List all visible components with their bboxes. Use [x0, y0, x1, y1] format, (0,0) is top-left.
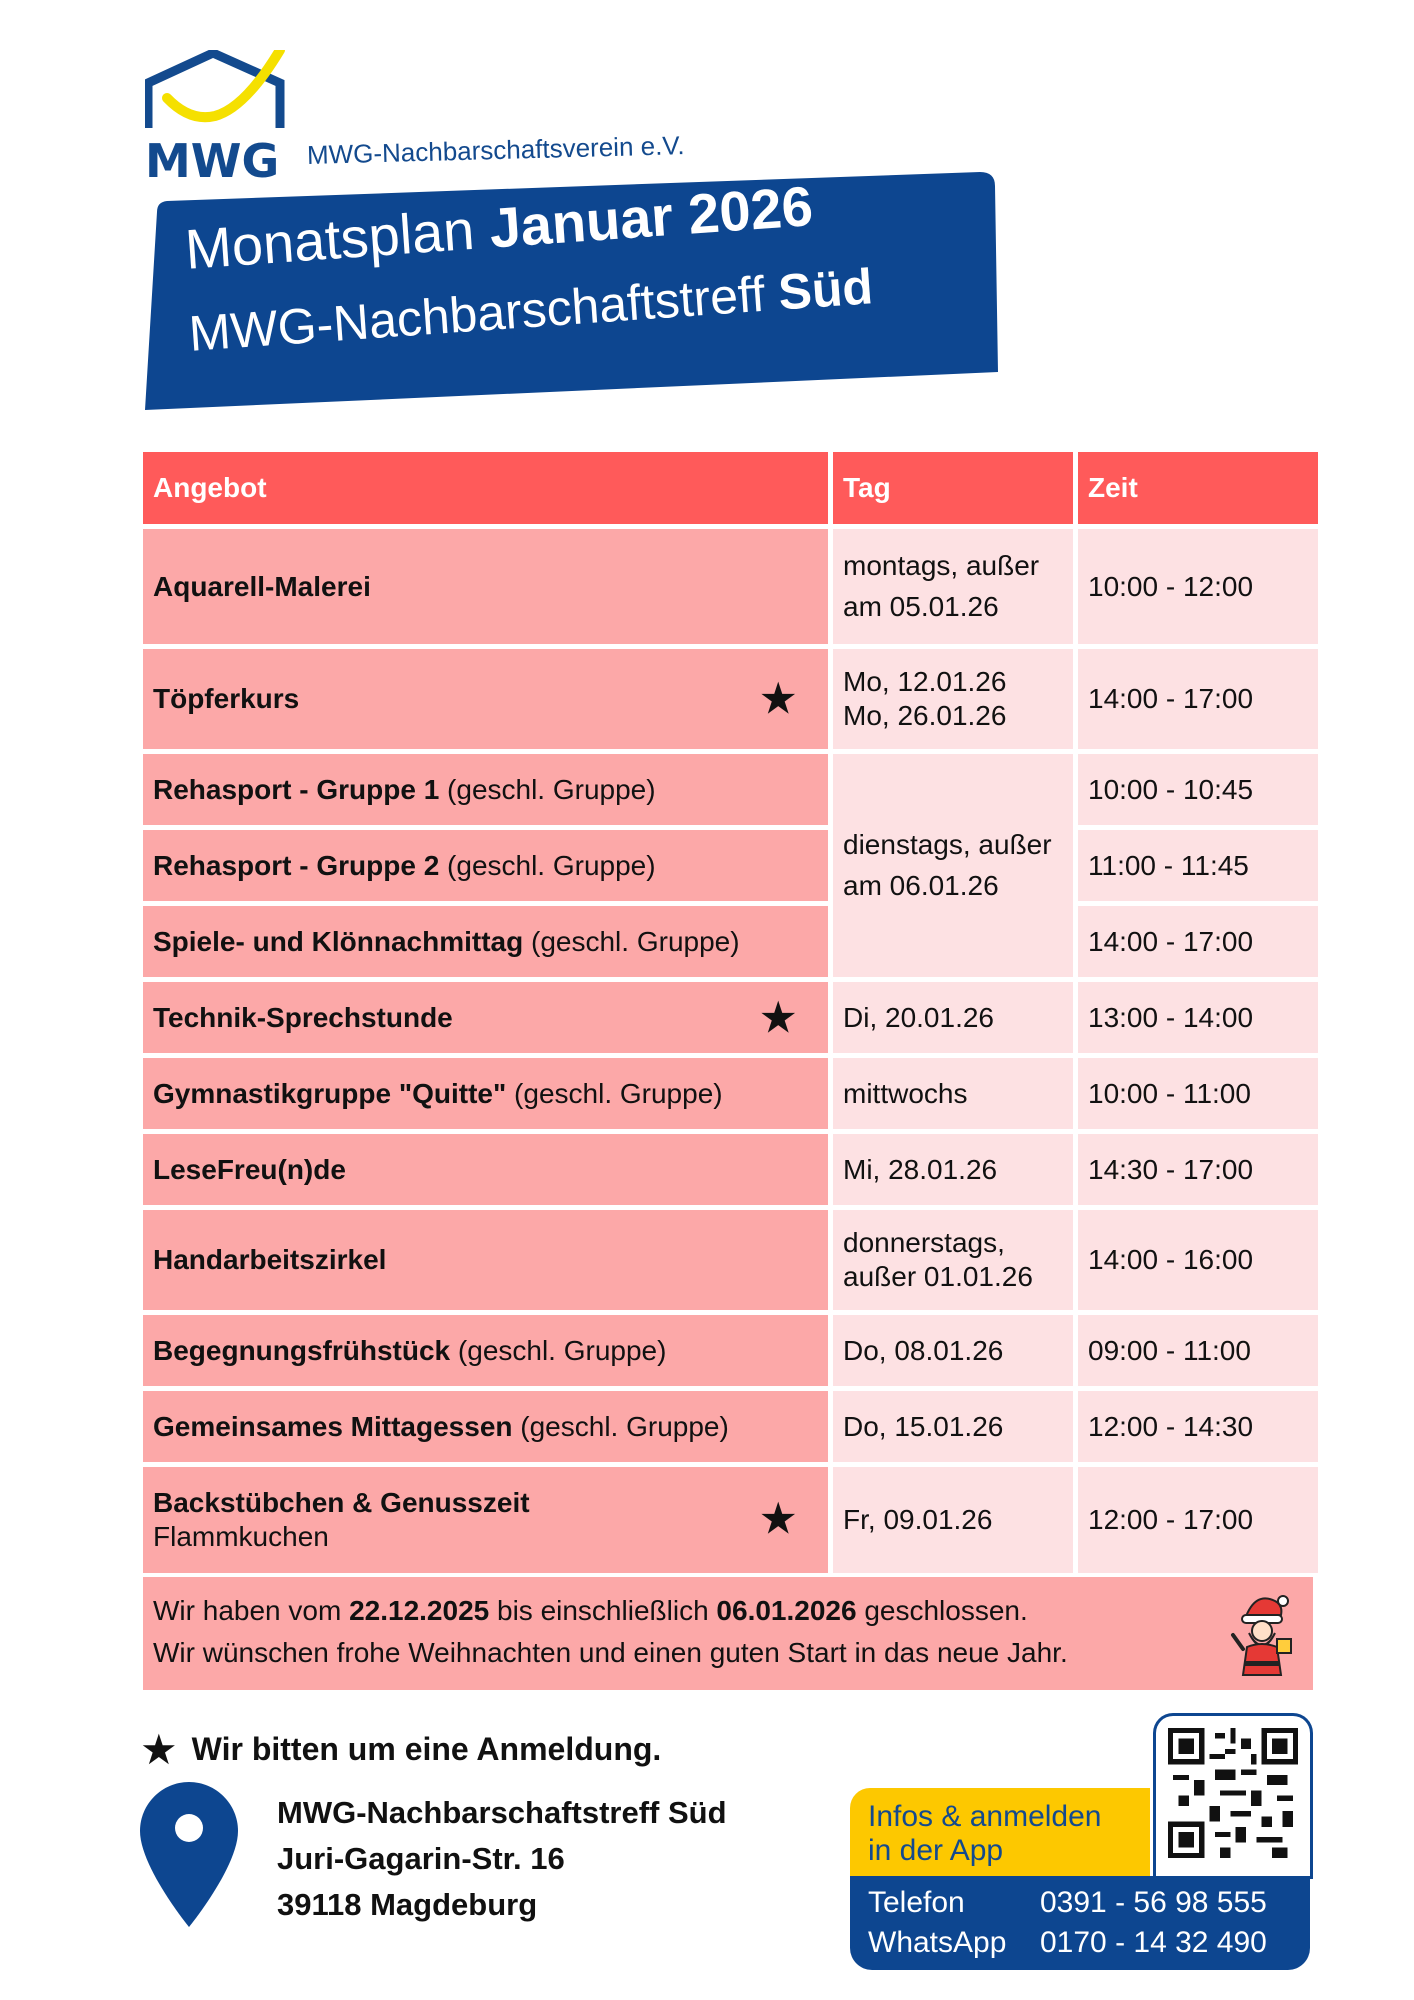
table-row — [143, 982, 1318, 1053]
address-city: 39118 Magdeburg — [277, 1887, 538, 1922]
house-logo-icon — [145, 50, 295, 185]
time-cell: 12:00 - 17:00 — [1078, 1467, 1318, 1573]
phone-label: Telefon — [868, 1886, 965, 1919]
day-cell: dienstags, außer am 06.01.26 — [833, 754, 1073, 977]
day-cell: mittwochs — [833, 1058, 1073, 1129]
activity-cell: Spiele- und Klönnachmittag (geschl. Gruppe) — [143, 906, 828, 977]
table-row — [143, 529, 1318, 644]
time-cell: 11:00 - 11:45 — [1078, 830, 1318, 901]
star-icon: ★ — [758, 993, 798, 1042]
page-subtitle: MWG-Nachbarschaftstreff Süd — [187, 258, 875, 362]
star-icon: ★ — [758, 674, 798, 724]
day-cell: Fr, 09.01.26 — [833, 1467, 1073, 1573]
organisation-name: MWG-Nachbarschaftsverein e.V. — [306, 130, 685, 170]
day-cell: montags, außer am 05.01.26 — [833, 529, 1073, 644]
time-cell: 14:00 - 17:00 — [1078, 906, 1318, 977]
table-row — [143, 649, 1318, 749]
day-cell: Do, 15.01.26 — [833, 1391, 1073, 1462]
activity-cell: Technik-Sprechstunde ★ — [143, 982, 828, 1053]
time-cell: 14:00 - 17:00 — [1078, 649, 1318, 749]
time-cell: 10:00 - 12:00 — [1078, 529, 1318, 644]
time-cell: 14:30 - 17:00 — [1078, 1134, 1318, 1205]
schedule-table — [138, 447, 1323, 1578]
qr-code[interactable] — [1153, 1713, 1313, 1879]
table-row — [143, 906, 1318, 977]
title-banner — [145, 172, 1000, 410]
table-row — [143, 1134, 1318, 1205]
table-row — [143, 1058, 1318, 1129]
day-cell: donnerstags, außer 01.01.26 — [833, 1210, 1073, 1310]
time-cell: 12:00 - 14:30 — [1078, 1391, 1318, 1462]
activity-cell: Gymnastikgruppe "Quitte" (geschl. Gruppe) — [143, 1058, 828, 1129]
table-row — [143, 1467, 1318, 1573]
activity-cell: LeseFreu(n)de — [143, 1134, 828, 1205]
table-header-row — [143, 452, 1318, 524]
table-row — [143, 1391, 1318, 1462]
day-cell: Mo, 12.01.26 Mo, 26.01.26 — [833, 649, 1073, 749]
address-block — [277, 1790, 727, 1928]
notice-line-2: Wir wünschen frohe Weihnachten und einen guten Start in das neue Jahr. — [153, 1637, 1068, 1668]
whatsapp-number[interactable]: 0170 - 14 32 490 — [1040, 1926, 1267, 1959]
location-pin-icon — [140, 1782, 238, 1927]
time-cell: 14:00 - 16:00 — [1078, 1210, 1318, 1310]
activity-cell: Rehasport - Gruppe 2 (geschl. Gruppe) — [143, 830, 828, 901]
column-header-tag: Tag — [833, 452, 1073, 524]
star-icon: ★ — [758, 1494, 798, 1544]
contact-card — [850, 1713, 1310, 1970]
contact-numbers — [850, 1876, 1310, 1970]
activity-cell: Begegnungsfrühstück (geschl. Gruppe) — [143, 1315, 828, 1386]
phone-number[interactable]: 0391 - 56 98 555 — [1040, 1886, 1267, 1919]
time-cell: 10:00 - 11:00 — [1078, 1058, 1318, 1129]
address-name: MWG-Nachbarschaftstreff Süd — [277, 1795, 727, 1830]
day-cell: Mi, 28.01.26 — [833, 1134, 1073, 1205]
mwg-logo — [145, 50, 295, 185]
table-row — [143, 1315, 1318, 1386]
day-cell: Di, 20.01.26 — [833, 982, 1073, 1053]
activity-cell: Rehasport - Gruppe 1 (geschl. Gruppe) — [143, 754, 828, 825]
star-icon: ★ — [140, 1726, 178, 1773]
santa-icon — [1225, 1589, 1295, 1679]
notice-line-1: Wir haben vom 22.12.2025 bis einschließlich 06.01.2026 geschlossen. — [153, 1595, 1028, 1626]
time-cell: 09:00 - 11:00 — [1078, 1315, 1318, 1386]
app-info-box: Infos & anmelden in der App — [850, 1788, 1150, 1888]
activity-cell: Aquarell-Malerei — [143, 529, 828, 644]
table-row — [143, 1210, 1318, 1310]
whatsapp-label: WhatsApp — [868, 1926, 1007, 1959]
closure-notice — [143, 1577, 1313, 1690]
table-row — [143, 830, 1318, 901]
svg-text:MWG: MWG — [145, 134, 280, 185]
activity-cell: Backstübchen & Genusszeit Flammkuchen ★ — [143, 1467, 828, 1573]
column-header-angebot: Angebot — [143, 452, 828, 524]
activity-cell: Töpferkurs ★ — [143, 649, 828, 749]
activity-cell: Gemeinsames Mittagessen (geschl. Gruppe) — [143, 1391, 828, 1462]
qr-code-icon — [1168, 1728, 1298, 1858]
column-header-zeit: Zeit — [1078, 452, 1318, 524]
registration-note: ★ Wir bitten um eine Anmeldung. — [140, 1726, 662, 1773]
time-cell: 13:00 - 14:00 — [1078, 982, 1318, 1053]
time-cell: 10:00 - 10:45 — [1078, 754, 1318, 825]
page-title: Monatsplan Januar 2026 — [183, 174, 815, 281]
day-cell: Do, 08.01.26 — [833, 1315, 1073, 1386]
address-street: Juri-Gagarin-Str. 16 — [277, 1841, 565, 1876]
activity-cell: Handarbeitszirkel — [143, 1210, 828, 1310]
table-row — [143, 754, 1318, 825]
